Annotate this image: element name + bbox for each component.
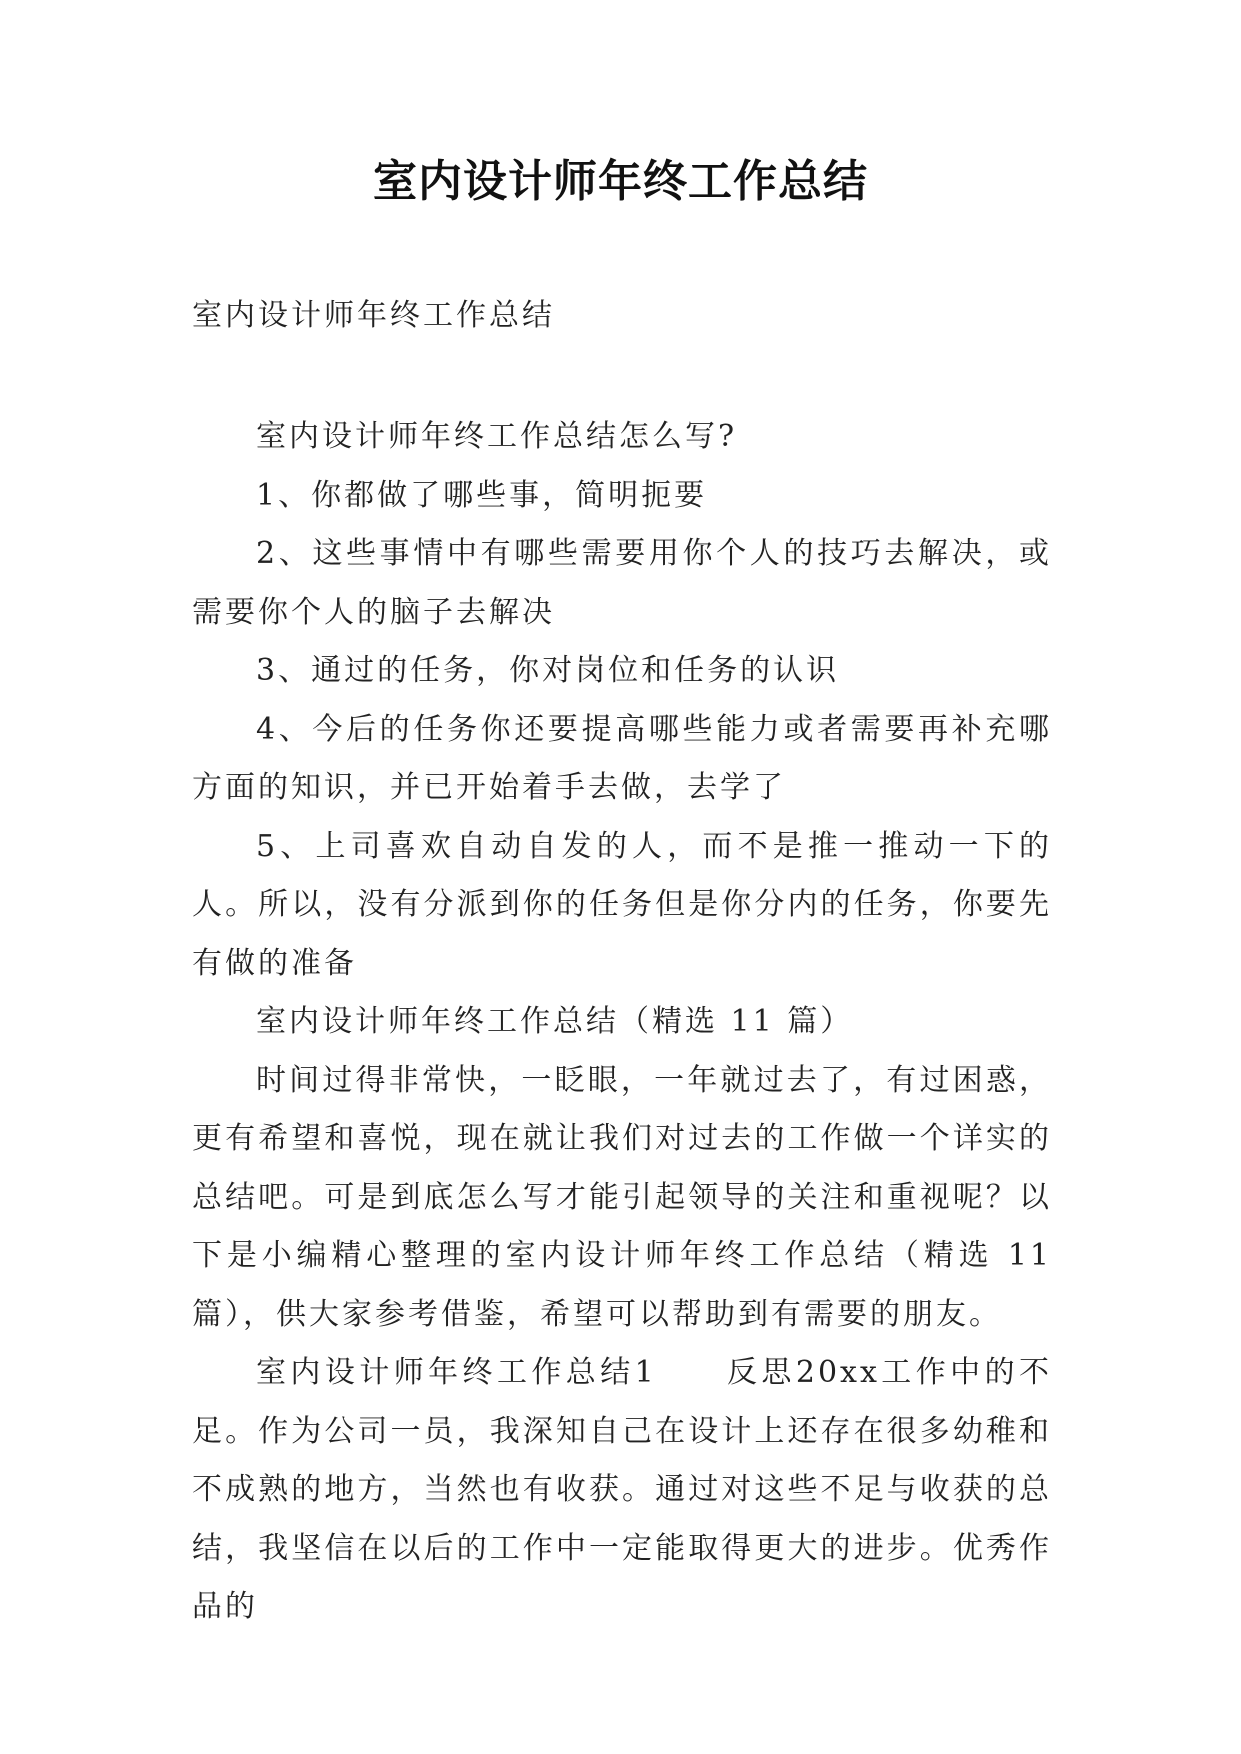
paragraph: 1、你都做了哪些事，简明扼要	[256, 477, 708, 513]
paragraph: 室内设计师年终工作总结1 反思20xx工作中的不足。作为公司一员，我深知自己在设计上还存在很多幼稚和不成熟的地方，当然也有收获。通过对这些不足与收获的总结，我坚信在以后的工作中一定能取得更大的进步。优秀作品的	[192, 1355, 1052, 1624]
paragraph: 室内设计师年终工作总结（精选 11 篇）	[256, 1004, 854, 1039]
document-title: 室内设计师年终工作总结	[373, 156, 868, 207]
paragraph: 室内设计师年终工作总结怎么写?	[256, 419, 738, 454]
document-subtitle: 室内设计师年终工作总结	[192, 298, 555, 333]
paragraph: 3、通过的任务，你对岗位和任务的认识	[256, 653, 840, 688]
document-body	[192, 408, 1052, 1637]
paragraph: 4、今后的任务你还要提高哪些能力或者需要再补充哪方面的知识，并已开始着手去做，去学了	[192, 711, 1052, 805]
paragraph: 5、上司喜欢自动自发的人，而不是推一推动一下的人。所以，没有分派到你的任务但是你分内的任务，你要先有做的准备	[192, 828, 1052, 981]
paragraph: 2、这些事情中有哪些需要用你个人的技巧去解决，或需要你个人的脑子去解决	[192, 536, 1052, 630]
paragraph: 时间过得非常快，一眨眼，一年就过去了，有过困惑，更有希望和喜悦，现在就让我们对过去的工作做一个详实的总结吧。可是到底怎么写才能引起领导的关注和重视呢？以下是小编精心整理的室内设计师年终工作总结（精选 11 篇），供大家参考借鉴，希望可以帮助到有需要的朋友。	[192, 1062, 1052, 1332]
